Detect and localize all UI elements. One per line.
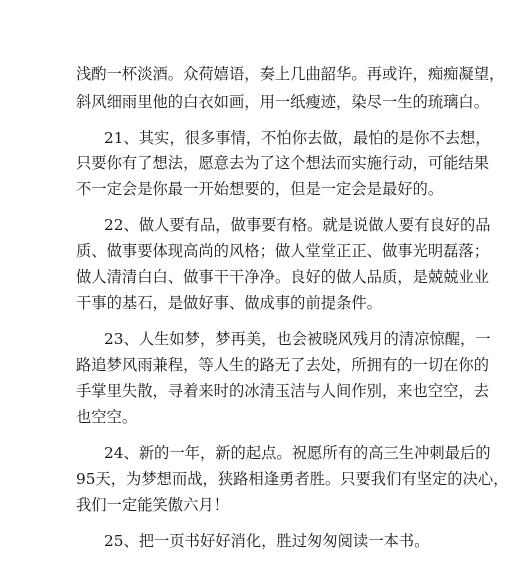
text-line: 干事的基石，是做好事、做成事的前提条件。 [76, 294, 382, 312]
text-line: 路追梦风雨兼程，等人生的路无了去处，所拥有的一切在你的 [76, 356, 490, 374]
text-line: 手掌里失散，寻着来时的冰清玉洁与人间作别，来也空空，去 [76, 382, 490, 400]
text-line: 23、人生如梦，梦再美，也会被晓风残月的清凉惊醒，一 [104, 330, 491, 348]
text-line: 做人清清白白、做事干干净净。良好的做人品质，是兢兢业业 [76, 268, 490, 286]
text-line: 质、做事要体现高尚的风格；做人堂堂正正、做事光明磊落； [76, 242, 490, 260]
text-line: 22、做人要有品，做事要有格。就是说做人要有良好的品 [104, 216, 491, 234]
text-line: 不一定会是你最一开始想要的，但是一定会是最好的。 [76, 180, 444, 198]
text-line: 我们一定能笑傲六月！ [76, 496, 229, 514]
text-line: 斜风细雨里他的白衣如画，用一纸瘦迹，染尽一生的琉璃白。 [76, 93, 490, 111]
text-line: 浅酌一杯淡酒。众荷嬉语，奏上几曲韶华。再或许，痴痴凝望， [76, 65, 505, 83]
text-line: 也空空。 [76, 408, 138, 426]
text-line: 21、其实，很多事情，不怕你去做，最怕的是你不去想， [104, 129, 491, 147]
text-line: 只要你有了想法，愿意去为了这个想法而实施行动，可能结果 [76, 154, 490, 172]
text-line: 25、把一页书好好消化，胜过匆匆阅读一本书。 [104, 532, 430, 550]
text-line: 95天，为梦想而战，狭路相逢勇者胜。只要我们有坚定的决心， [76, 470, 508, 488]
text-line: 24、新的一年，新的起点。祝愿所有的高三生冲刺最后的 [104, 444, 491, 462]
